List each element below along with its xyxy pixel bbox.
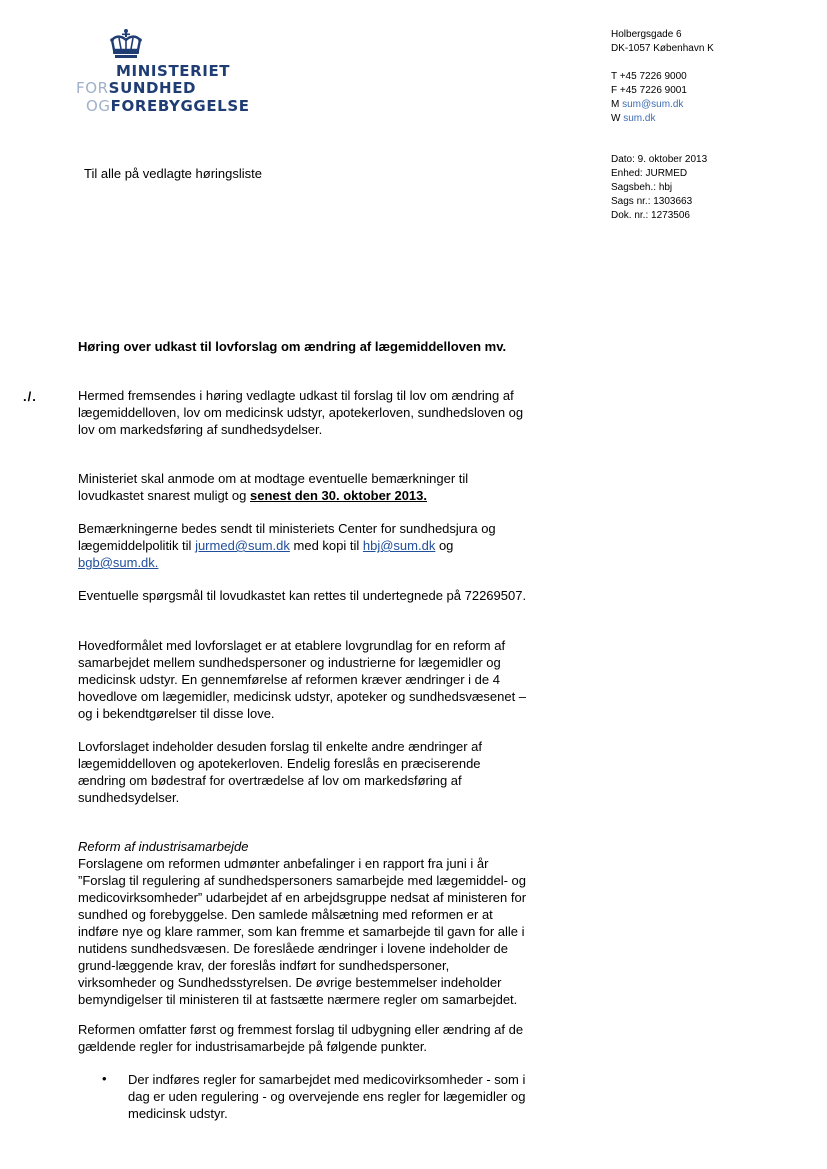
bullet-icon: •: [102, 1071, 107, 1086]
address-web: W sum.dk: [611, 113, 656, 124]
address-fax: F +45 7226 9001: [611, 85, 687, 96]
email-bgb-link[interactable]: bgb@sum.dk.: [78, 555, 159, 570]
address-mail: M sum@sum.dk: [611, 99, 684, 110]
paragraph-reform: Reform af industrisamarbejde Forslagene om reformen udmønter anbefalinger i en rapport fra juni i år ”Forslag til regulering af sundhedspersoners samarbejde med lægemiddel- og medicovirksomheder” udarbejdet af en arbejdsgruppe nedsat af ministeren for sundhed og forebyggelse. Den samlede målsætning med reformen er at indføre nye og klare rammer, som kan fremme et samarbejde til gavn for alle i nutidens sundhedsvæsen. De foreslåede ændringer i lovene indeholder de grund-læggende krav, der foreslås indført for sundhedspersoner, virksomheder og Sundhedsstyrelsen. De øvrige bestemmelser indeholder bemyndigelser til ministeren til at fastsætte nærmere regler om samarbejdet.: [78, 838, 578, 1008]
meta-date: Dato: 9. oktober 2013: [611, 154, 708, 165]
paragraph-contact: Bemærkningerne bedes sendt til ministeriets Center for sundhedsjura og lægemiddelpolitik til jurmed@sum.dk med kopi til hbj@sum.dk og bgb@sum.dk.: [78, 521, 496, 570]
email-hbj-link[interactable]: hbj@sum.dk: [362, 538, 436, 553]
logo-line-1: MINISTERIET: [116, 62, 231, 80]
address-street: Holbergsgade 6: [611, 29, 682, 40]
logo-prefix-for: FOR: [76, 79, 109, 97]
web-link[interactable]: sum.dk: [623, 113, 656, 124]
enclosure-marker: ./.: [23, 389, 37, 404]
address-phone: T +45 7226 9000: [611, 71, 687, 82]
meta-case-no: Sags nr.: 1303663: [611, 196, 693, 207]
recipient-line: Til alle på vedlagte høringsliste: [84, 166, 262, 181]
paragraph-other-changes: Lovforslaget indeholder desuden forslag til enkelte andre ændringer af lægemiddelloven og apotekerloven. Endelig foreslås en præciserende ændring om bødestraf for overtrædelse af lov om markedsføring af sundhedsydelser.: [78, 739, 482, 805]
meta-unit: Enhed: JURMED: [611, 168, 688, 179]
deadline-text: senest den 30. oktober 2013.: [249, 488, 428, 503]
mail-link[interactable]: sum@sum.dk: [622, 99, 684, 110]
paragraph-intro: Hermed fremsendes i høring vedlagte udkast til forslag til lov om ændring af lægemiddelloven, lov om medicinsk udstyr, apotekerloven, sundhedsloven og lov om markedsføring af sundhedsydelser.: [78, 388, 524, 437]
paragraph-questions: Eventuelle spørgsmål til lovudkastet kan rettes til undertegnede på 72269507.: [78, 588, 527, 603]
bullet-item-1: Der indføres regler for samarbejdet med medicovirksomheder - som i dag er uden regulering - og overvejende ens regler for lægemidler og medicinsk udstyr.: [128, 1072, 526, 1121]
logo-line-2: FORSUNDHED: [76, 79, 197, 97]
email-jurmed-link[interactable]: jurmed@sum.dk: [195, 538, 290, 553]
subject-heading: Høring over udkast til lovforslag om ændring af lægemiddelloven mv.: [78, 339, 507, 354]
paragraph-deadline: Ministeriet skal anmode om at modtage eventuelle bemærkninger til lovudkastet snarest muligt og senest den 30. oktober 2013.: [78, 471, 469, 503]
paragraph-scope: Reformen omfatter først og fremmest forslag til udbygning eller ændring af de gældende regler for industrisamarbejde på følgende punkter.: [78, 1022, 524, 1054]
crown-icon: [108, 28, 144, 62]
meta-handler: Sagsbeh.: hbj: [611, 182, 673, 193]
paragraph-purpose: Hovedformålet med lovforslaget er at etablere lovgrundlag for en reform af samarbejdet mellem sundhedspersoner og industrierne for lægemidler og medicinsk udstyr. En gennemførelse af reformen kræver ændringer i de 4 hovedlove om lægemidler, medicinsk udstyr, apoteker og sundhedsvæsenet – og i bekendtgørelser til disse love.: [78, 638, 527, 721]
logo-prefix-og: OG: [86, 97, 111, 115]
meta-doc-no: Dok. nr.: 1273506: [611, 210, 690, 221]
address-city: DK-1057 København K: [611, 43, 714, 54]
ministry-logo: [76, 28, 276, 118]
section-heading: Reform af industrisamarbejde: [78, 839, 249, 854]
logo-line-3: OGFOREBYGGELSE: [86, 97, 250, 115]
